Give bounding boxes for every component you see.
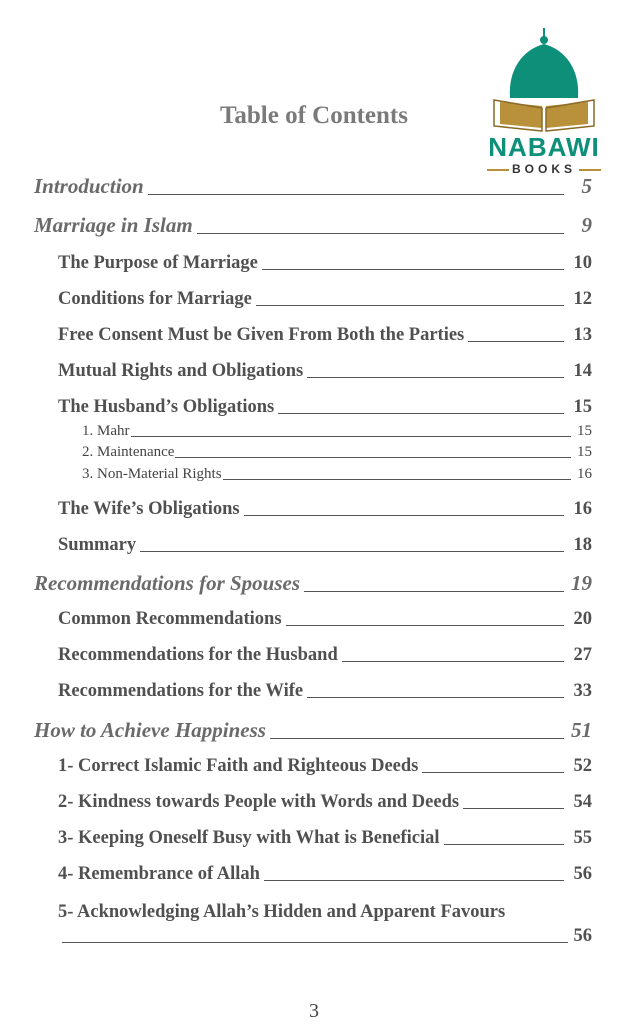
toc-entry[interactable] (58, 828, 592, 849)
toc-entry-page: 18 (573, 535, 592, 555)
dot-leader (262, 269, 564, 270)
toc-subentry[interactable] (82, 423, 592, 440)
toc-entry-page: 27 (573, 645, 592, 665)
toc-entry-page: 56 (573, 864, 592, 884)
dot-leader (342, 661, 564, 662)
dot-leader (468, 341, 564, 342)
toc-entry-label: 1. Mahr (82, 423, 130, 439)
toc-entry-label: Mutual Rights and Obligations (58, 361, 304, 381)
toc-entry-label: Free Consent Must be Given From Both the Parties (58, 325, 465, 345)
toc-entry-page: 15 (577, 444, 592, 460)
toc-entry-page: 19 (571, 571, 592, 595)
dot-leader (148, 194, 564, 195)
toc-entry-page: 56 (573, 926, 592, 946)
toc-subentry[interactable] (82, 466, 592, 483)
toc-entry[interactable] (58, 535, 592, 556)
toc-entry-label: Summary (58, 535, 137, 555)
dot-leader (223, 479, 571, 480)
toc-entry[interactable] (58, 609, 592, 630)
toc-entry-label: 1- Correct Islamic Faith and Righteous Deeds (58, 756, 419, 776)
toc-entry-label: Common Recommendations (58, 609, 282, 629)
dot-leader (307, 697, 564, 698)
toc-entry-label: The Purpose of Marriage (58, 253, 258, 273)
toc-entry-page: 15 (573, 397, 592, 417)
dot-leader (197, 233, 564, 234)
toc-entry-page: 10 (573, 253, 592, 273)
dot-leader (175, 457, 571, 458)
dot-leader (422, 772, 564, 773)
page-title: Table of Contents (220, 102, 408, 129)
toc-entry-page: 33 (573, 681, 592, 701)
toc-entry[interactable] (58, 289, 592, 310)
toc-entry-page: 16 (577, 466, 592, 482)
toc-entry[interactable] (58, 864, 592, 885)
toc-entry-label: 2. Maintenance (82, 444, 175, 460)
dot-leader (270, 738, 564, 739)
toc-entry-label: Recommendations for Spouses (34, 571, 301, 595)
toc-entry-label: 4- Remembrance of Allah (58, 864, 260, 884)
toc-entry-page: 13 (573, 325, 592, 345)
toc-entry[interactable] (58, 325, 592, 346)
toc-entry[interactable] (34, 571, 592, 596)
toc-entry[interactable] (34, 213, 592, 238)
toc-entry-label: Recommendations for the Husband (58, 645, 338, 665)
toc-entry-label: Marriage in Islam (34, 213, 193, 237)
dot-leader (444, 844, 565, 845)
toc-entry[interactable] (34, 174, 592, 199)
toc-entry[interactable] (58, 756, 592, 777)
toc-entry-label: 2- Kindness towards People with Words and Deeds (58, 792, 460, 812)
toc-entry-page: 16 (573, 499, 592, 519)
toc-entry[interactable] (58, 681, 592, 702)
toc-entry-label: 3- Keeping Oneself Busy with What is Beneficial (58, 828, 440, 848)
dot-leader (278, 413, 564, 414)
toc-entry-label: 3. Non-Material Rights (82, 466, 222, 482)
toc-entry-page: 14 (573, 361, 592, 381)
toc-entry[interactable] (58, 792, 592, 813)
dot-leader (304, 591, 564, 592)
toc-entry-continuation (58, 926, 592, 947)
toc-entry-page: 51 (571, 718, 592, 742)
toc-entry[interactable] (58, 397, 592, 418)
dot-leader (264, 880, 564, 881)
toc-entry-page: 52 (573, 756, 592, 776)
toc-entry[interactable] (58, 645, 592, 666)
dot-leader (463, 808, 564, 809)
logo-name: NABAWI (488, 132, 600, 162)
dot-leader (131, 436, 572, 437)
dot-leader (62, 942, 568, 943)
toc-entry-label[interactable]: 5- Acknowledging Allah’s Hidden and Apparent Favours (58, 902, 506, 922)
toc-entry-label: Recommendations for the Wife (58, 681, 304, 701)
dot-leader (307, 377, 564, 378)
dot-leader (256, 305, 564, 306)
toc-entry-label: Introduction (34, 174, 144, 198)
toc-entry[interactable] (58, 253, 592, 274)
toc-entry[interactable] (34, 718, 592, 743)
toc-entry[interactable] (58, 499, 592, 520)
logo-subtitle: BOOKS (482, 162, 606, 176)
toc-entry-page: 5 (581, 174, 592, 198)
toc-subentry[interactable] (82, 444, 592, 461)
toc-entry-label: The Husband’s Obligations (58, 397, 275, 417)
toc-entry-page: 9 (581, 213, 592, 237)
dot-leader (244, 515, 564, 516)
toc-entry-label: Conditions for Marriage (58, 289, 252, 309)
toc-entry-label: How to Achieve Happiness (34, 718, 266, 742)
page-number: 3 (309, 1000, 319, 1022)
toc-entry-page: 12 (573, 289, 592, 309)
toc-entry-page: 15 (577, 423, 592, 439)
toc-entry-label: The Wife’s Obligations (58, 499, 240, 519)
dot-leader (286, 625, 564, 626)
toc-entry-page: 54 (573, 792, 592, 812)
toc-entry-page: 55 (573, 828, 592, 848)
toc-entry[interactable] (58, 361, 592, 382)
dot-leader (140, 551, 564, 552)
toc-entry-page: 20 (573, 609, 592, 629)
